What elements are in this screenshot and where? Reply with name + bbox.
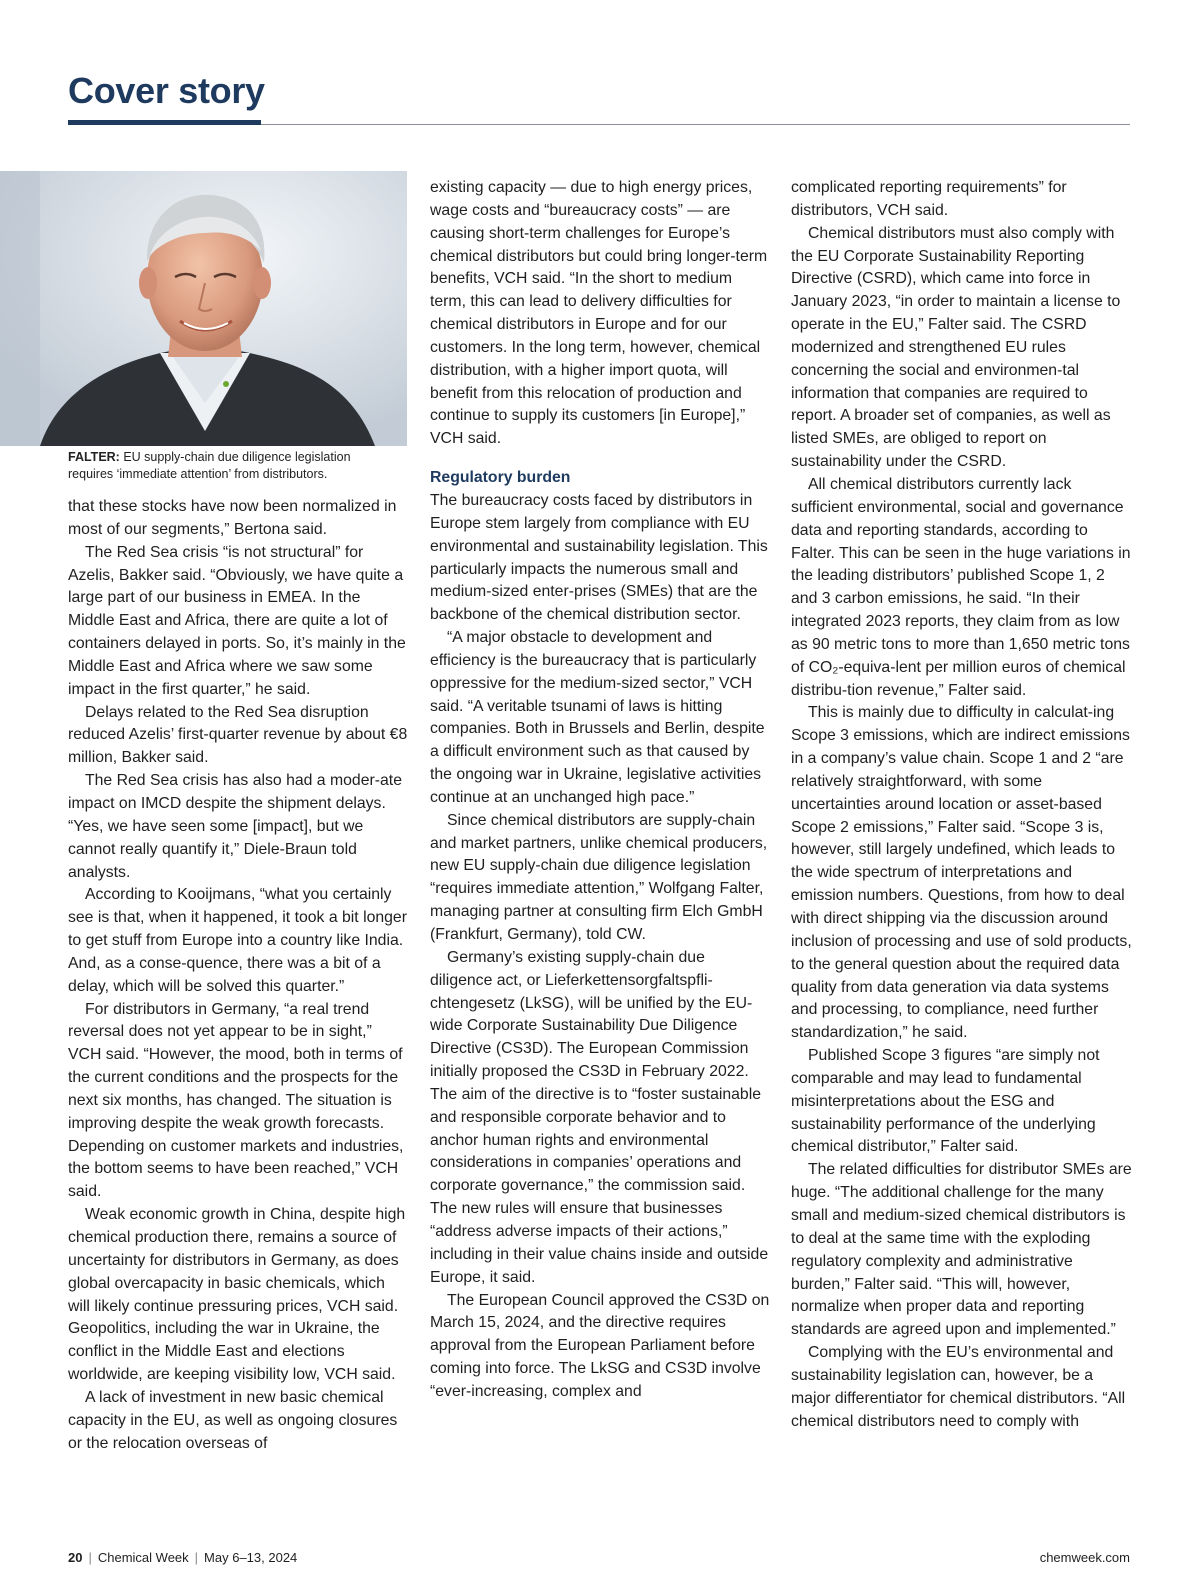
paragraph: The bureaucracy costs faced by distributors in Europe stem largely from compliance with EU environmental and sustainability legislation. This particularly impacts the numerous small and medium-sized enter-prises (SMEs) that are the backbone of the chemical distribution sector. bbox=[430, 491, 768, 624]
subheading: Regulatory burden bbox=[430, 469, 571, 487]
website-link[interactable]: chemweek.com bbox=[1039, 1550, 1130, 1565]
paragraph: Weak economic growth in China, despite high chemical production there, remains a source of uncertainty for distributors in Germany, as does global overcapacity in basic chemicals, which will likely continue pressuring prices, VCH said. Geopolitics, including the war in Ukraine, the conflict in the Middle East and elections worldwide, are keeping visibility low, VCH said. bbox=[68, 1206, 406, 1384]
paragraph: Delays related to the Red Sea disruption reduced Azelis’ first-quarter revenue by about €8 million, Bakker said. bbox=[68, 703, 408, 767]
paragraph: According to Kooijmans, “what you certainly see is that, when it happened, it took a bit longer to get stuff from Europe into a country like India. And, as a conse-quence, there was a bit of a delay, which will be solved this quarter.” bbox=[68, 886, 407, 995]
paragraph: The Red Sea crisis has also had a moder-ate impact on IMCD despite the shipment delays. “Yes, we have seen some [impact], but we cannot really quantify it,” Diele-Braun told analysts. bbox=[68, 772, 402, 881]
paragraph: complicated reporting requirements” for distributors, VCH said. bbox=[791, 179, 1067, 219]
paragraph: Complying with the EU’s environmental and sustainability legislation can, however, be a major differentiator for chemical distributors. “All chemical distributors need to comply with bbox=[791, 1344, 1126, 1430]
paragraph: Published Scope 3 figures “are simply not comparable and may lead to fundamental misinterpretations about the ESG and sustainability performance of the underlying chemical distributor,” Falter said. bbox=[791, 1047, 1100, 1156]
page-number: 20 bbox=[68, 1550, 83, 1565]
issue-date: May 6–13, 2024 bbox=[204, 1550, 298, 1565]
paragraph: The related difficulties for distributor SMEs are huge. “The additional challenge for the many small and medium-sized chemical distributors is to deal at the same time with the exploding regulatory complexity and administrative burden,” Falter said. “This will, however, normalize when proper data and reporting standards are agreed upon and implemented.” bbox=[791, 1161, 1132, 1339]
article-column-1 bbox=[68, 496, 408, 1455]
page-footer bbox=[68, 1550, 1130, 1565]
article-column-2 bbox=[430, 177, 771, 1404]
paragraph: A lack of investment in new basic chemical capacity in the EU, as well as ongoing closures or the relocation overseas of bbox=[68, 1388, 398, 1452]
footer-separator: | bbox=[88, 1550, 92, 1565]
paragraph: For distributors in Germany, “a real trend reversal does not yet appear to be in sight,” VCH said. “However, the mood, both in terms of the current conditions and the prospects for the next six months, has changed. The situation is improving despite the weak growth forecasts. Depending on customer markets and industries, the bottom seems to have been reached,” VCH said. bbox=[68, 1000, 404, 1201]
section-title: Cover story bbox=[68, 70, 265, 111]
photo-caption bbox=[68, 449, 398, 483]
paragraph: The European Council approved the CS3D on March 15, 2024, and the directive requires approval from the European Parliament before coming into force. The LkSG and CS3D involve “ever-increasing, complex and bbox=[430, 1291, 770, 1400]
paragraph: All chemical distributors currently lack sufficient environmental, social and governance data and reporting standards, according to Falter. This can be seen in the huge variations in the leading distributors’ published Scope 1, 2 and 3 carbon emissions, he said. “In their integrated 2023 reports, they claim from as low as 90 metric tons to more than 1,650 metric tons of CO₂-equiva-lent per million euros of chemical distribu-tion revenue,” Falter said. bbox=[791, 475, 1131, 699]
caption-text: EU supply-chain due diligence legislation requires ‘immediate attention’ from distributors. bbox=[68, 450, 351, 481]
paragraph: that these stocks have now been normalized in most of our segments,” Bertona said. bbox=[68, 498, 397, 538]
article-column-3 bbox=[791, 177, 1133, 1433]
header-accent-bar bbox=[68, 120, 261, 125]
portrait-photo bbox=[0, 171, 407, 446]
paragraph: Since chemical distributors are supply-chain and market partners, unlike chemical producers, new EU supply-chain due diligence legislation “requires immediate attention,” Wolfgang Falter, managing partner at consulting firm Elch GmbH (Frankfurt, Germany), told CW. bbox=[430, 811, 768, 943]
paragraph: The Red Sea crisis “is not structural” for Azelis, Bakker said. “Obviously, we have quite a large part of our business in EMEA. In the Middle East and Africa, there are quite a lot of containers delayed in ports. So, it’s mainly in the Middle East and Africa where we saw some impact in the first quarter,” he said. bbox=[68, 543, 406, 698]
footer-separator: | bbox=[194, 1550, 199, 1565]
paragraph: “A major obstacle to development and efficiency is the bureaucracy that is particularly oppressive for the medium-sized sector,” VCH said. “A veritable tsunami of laws is hitting companies. Both in Brussels and Berlin, despite a difficult environment such as that caused by the ongoing war in Ukraine, legislative activities continue at an unchanged high pace.” bbox=[430, 629, 765, 806]
paragraph: existing capacity — due to high energy prices, wage costs and “bureaucracy costs” — are causing short-term challenges for Europe’s chemical distributors but could bring longer-term benefits, VCH said. “In the short to medium term, this can lead to delivery difficulties for chemical distributors in Europe and for our customers. In the long term, however, chemical distribution, with a higher import quota, will benefit from this relocation of production and continue to supply its customers [in Europe],” VCH said. bbox=[430, 179, 768, 448]
paragraph: Germany’s existing supply-chain due diligence act, or Lieferkettensorgfaltspfli-chtengesetz (LkSG), will be unified by the EU-wide Corporate Sustainability Due Diligence Directive (CS3D). The European Commission initially proposed the CS3D in February 2022. The aim of the directive is to “foster sustainable and responsible corporate behavior and to anchor human rights and environmental considerations in companies’ operations and corporate governance,” the commission said. The new rules will ensure that businesses “address adverse impacts of their actions,” including in their value chains inside and outside Europe, it said. bbox=[430, 948, 769, 1286]
publication-name: Chemical Week bbox=[97, 1550, 189, 1565]
caption-name: FALTER: bbox=[68, 450, 120, 464]
paragraph: This is mainly due to difficulty in calculat-ing Scope 3 emissions, which are indirect emissions in a company’s value chain. Scope 1 and 2 “are relatively straightforward, with some uncertainties around location or asset-based Scope 2 emissions,” Falter said. “Scope 3 is, however, still largely undefined, which leads to the wide spectrum of interpretations and emission numbers. Questions, from how to deal with direct shipping via the discussion around inclusion of processing and use of sold products, to the general question about the required data quality from data generation via data systems and processing, to compliance, need further standardization,” he said. bbox=[791, 704, 1132, 1042]
paragraph: Chemical distributors must also comply with the EU Corporate Sustainability Reporting Directive (CSRD), which came into force in January 2023, “in order to maintain a license to operate in the EU,” Falter said. The CSRD modernized and strengthened EU rules concerning the social and environmen-tal information that companies are required to report. A broader set of companies, as well as listed SMEs, are obliged to report on sustainability under the CSRD. bbox=[791, 224, 1121, 471]
